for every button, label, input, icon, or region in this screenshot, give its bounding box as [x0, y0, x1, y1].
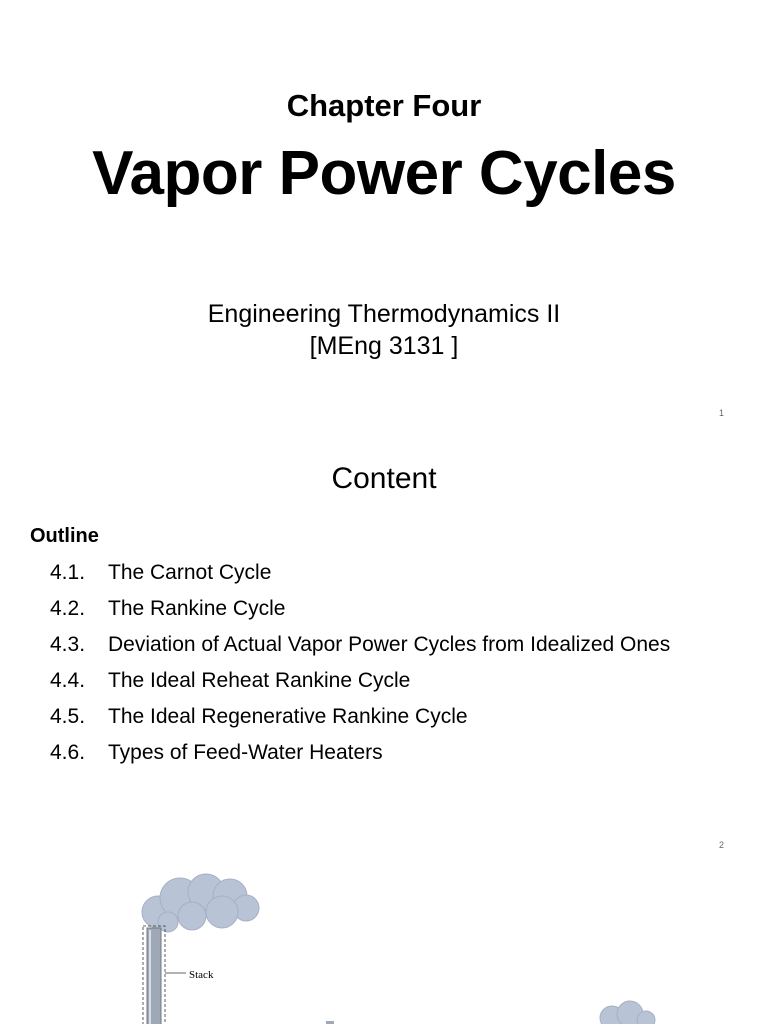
chapter-label: Chapter Four: [286, 88, 482, 123]
outline-item-text: Types of Feed-Water Heaters: [108, 741, 383, 764]
outline-item: [50, 704, 670, 740]
outline-item: [50, 596, 670, 632]
slide-title: Vapor Power Cycles: [92, 139, 676, 208]
content-slide: [0, 430, 768, 860]
course-code: [MEng 3131 ]: [309, 332, 459, 360]
outline-item-text: The Rankine Cycle: [108, 597, 286, 620]
stack-icon: [143, 926, 186, 1024]
content-heading: Content: [331, 462, 437, 495]
outline-item-number: 4.4.: [50, 669, 86, 692]
title-slide: [0, 0, 768, 430]
course-info: [0, 298, 768, 362]
course-name: Engineering Thermodynamics II: [207, 300, 561, 328]
stack-label: Stack: [189, 969, 214, 981]
outline-label: Outline: [30, 525, 99, 547]
outline-item-number: 4.2.: [50, 597, 86, 620]
outline-item: [50, 560, 670, 596]
page-number: 1: [718, 408, 724, 418]
outline-item: [50, 668, 670, 704]
outline-item-text: The Ideal Reheat Rankine Cycle: [108, 669, 411, 692]
outline-item: [50, 740, 670, 776]
outline-item-number: 4.5.: [50, 705, 86, 728]
outline-item-text: The Ideal Regenerative Rankine Cycle: [108, 705, 468, 728]
small-cloud-icon: [600, 1001, 655, 1024]
outline-item-number: 4.1.: [50, 561, 86, 584]
outline-item-text: The Carnot Cycle: [108, 561, 272, 584]
outline-item-text: Deviation of Actual Vapor Power Cycles from Idealized Ones: [108, 633, 671, 656]
outline-item-number: 4.6.: [50, 741, 86, 764]
power-plant-slide: [0, 860, 768, 1024]
outline-item-number: 4.3.: [50, 633, 86, 656]
smoke-cloud-icon: [142, 874, 259, 932]
outline-list: [50, 560, 670, 776]
power-plant-illustration: [0, 860, 768, 1024]
outline-item: [50, 632, 670, 668]
page-number: 2: [718, 840, 724, 850]
